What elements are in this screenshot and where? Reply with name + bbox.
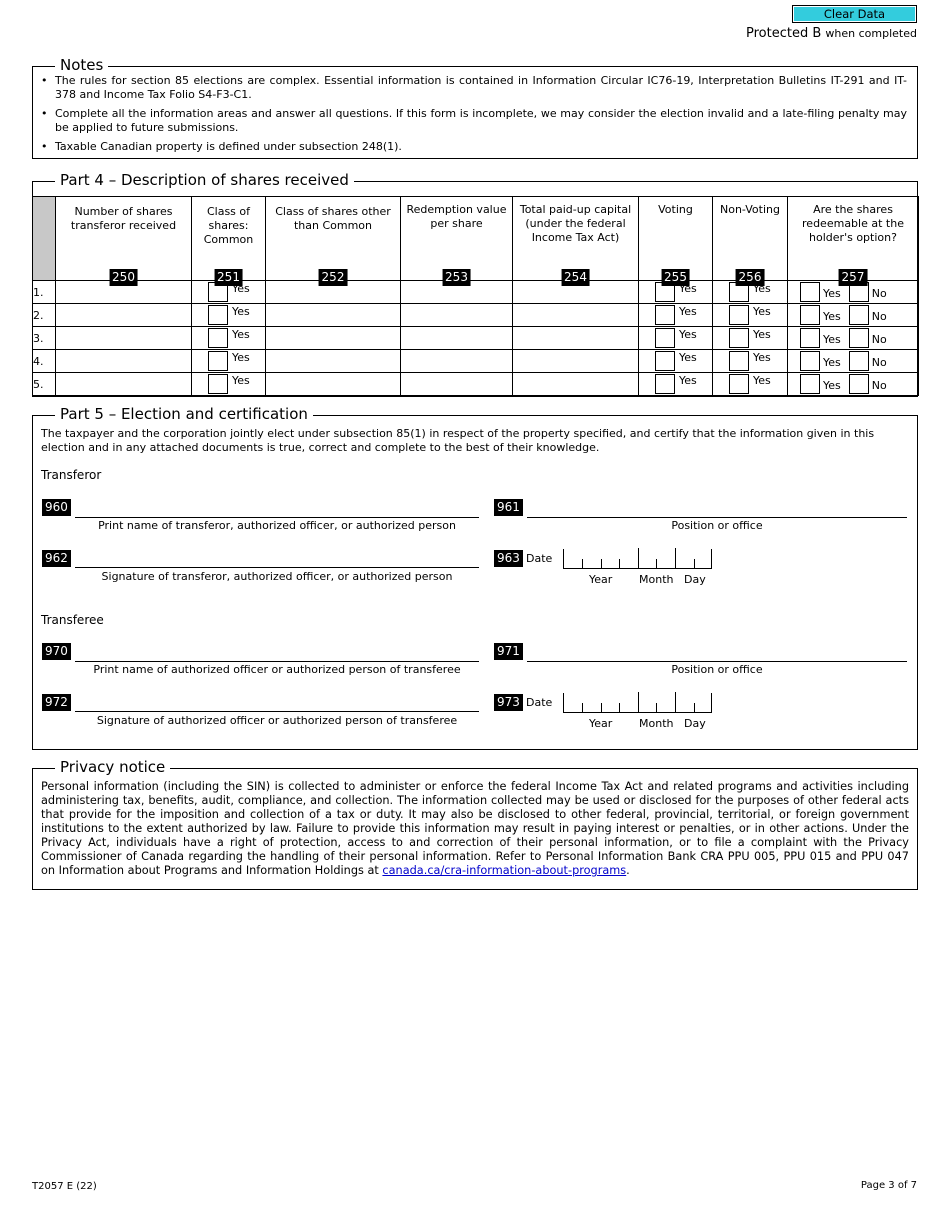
voting-yes-checkbox[interactable] [655, 328, 675, 348]
certification-text: The taxpayer and the corporation jointly elect under subsection 85(1) in respect of the property specified, and certify that the information given in this election and in any attached documents is true, correct and complete to the best of their knowledge. [41, 427, 875, 454]
table-row: 2. Yes Yes Yes Yes No [33, 304, 919, 327]
table-row: 1. Yes Yes Yes Yes No [33, 281, 919, 304]
clear-data-button[interactable]: Clear Data [792, 5, 917, 23]
voting-yes-checkbox[interactable] [655, 351, 675, 371]
other-class-input[interactable] [266, 350, 401, 373]
redeemable-yes-checkbox[interactable] [800, 282, 820, 302]
other-class-input[interactable] [266, 373, 401, 396]
redeemable-yes-checkbox[interactable] [800, 328, 820, 348]
table-row: 3. Yes Yes Yes Yes No [33, 327, 919, 350]
field-code-960: 960 [42, 499, 71, 516]
redeemable-yes-checkbox[interactable] [800, 351, 820, 371]
note-item: • The rules for section 85 elections are complex. Essential information is contained in Information Circular IC76-19, Interpretation Bulletins IT-291 and IT-378 and Income Tax Folio S4-F3-C1. [55, 74, 907, 102]
year-label: Year [589, 717, 613, 730]
common-yes-checkbox[interactable] [208, 305, 228, 325]
row-number-header [33, 197, 56, 281]
privacy-section [32, 758, 918, 890]
year-label: Year [589, 573, 613, 586]
other-class-input[interactable] [266, 281, 401, 304]
non-voting-yes-checkbox[interactable] [729, 351, 749, 371]
non-voting-yes-checkbox[interactable] [729, 374, 749, 394]
month-label: Month [639, 717, 674, 730]
redemption-value-input[interactable] [401, 281, 513, 304]
shares-number-input[interactable] [56, 281, 192, 304]
part5-title: Part 5 – Election and certification [55, 405, 313, 423]
transferee-position-input[interactable] [527, 661, 907, 662]
redemption-value-input[interactable] [401, 350, 513, 373]
redeemable-no-checkbox[interactable] [849, 351, 869, 371]
transferor-name-label: Print name of transferor, authorized officer, or authorized person [98, 519, 456, 532]
privacy-link[interactable]: canada.ca/cra-information-about-programs [382, 864, 627, 877]
redemption-value-input[interactable] [401, 373, 513, 396]
shares-number-input[interactable] [56, 350, 192, 373]
col-header-255: Voting 255 [639, 197, 713, 281]
transferee-signature-label: Signature of authorized officer or authorized person of transferee [96, 714, 458, 727]
privacy-title: Privacy notice [55, 758, 170, 776]
row-number: 1. [33, 281, 56, 304]
common-yes-checkbox[interactable] [208, 351, 228, 371]
part5-section [32, 405, 918, 750]
part4-title: Part 4 – Description of shares received [55, 171, 354, 189]
voting-yes-checkbox[interactable] [655, 374, 675, 394]
notes-section [32, 56, 918, 159]
voting-yes-checkbox[interactable] [655, 305, 675, 325]
transferee-signature-input[interactable] [75, 711, 479, 712]
note-item: • Complete all the information areas and answer all questions. If this form is incomplete, we may consider the election invalid and a late-filing penalty may be applied to future submissions. [55, 107, 907, 135]
col-header-250: Number of shares transferor received 250 [56, 197, 192, 281]
day-label: Day [684, 717, 706, 730]
transferor-position-label: Position or office [671, 519, 763, 532]
paid-up-capital-input[interactable] [513, 281, 639, 304]
paid-up-capital-input[interactable] [513, 373, 639, 396]
row-number: 4. [33, 350, 56, 373]
common-yes-checkbox[interactable] [208, 328, 228, 348]
transferee-heading: Transferee [41, 613, 104, 627]
voting-yes-checkbox[interactable] [655, 282, 675, 302]
transferor-signature-label: Signature of transferor, authorized officer, or authorized person [101, 570, 453, 583]
redeemable-no-checkbox[interactable] [849, 282, 869, 302]
table-row: 4. Yes Yes Yes Yes No [33, 350, 919, 373]
col-header-253: Redemption value per share 253 [401, 197, 513, 281]
paid-up-capital-input[interactable] [513, 350, 639, 373]
redeemable-yes-checkbox[interactable] [800, 374, 820, 394]
row-number: 3. [33, 327, 56, 350]
field-code-972: 972 [42, 694, 71, 711]
redeemable-yes-checkbox[interactable] [800, 305, 820, 325]
page-number: Page 3 of 7 [860, 1180, 917, 1191]
transferee-name-input[interactable] [75, 661, 479, 662]
field-code-971: 971 [494, 643, 523, 660]
transferor-heading: Transferor [41, 468, 102, 482]
transferor-position-input[interactable] [527, 517, 907, 518]
other-class-input[interactable] [266, 304, 401, 327]
paid-up-capital-input[interactable] [513, 304, 639, 327]
transferor-signature-input[interactable] [75, 567, 479, 568]
transferee-name-label: Print name of authorized officer or authorized person of transferee [93, 663, 461, 676]
col-header-251: Class of shares: Common 251 [192, 197, 266, 281]
other-class-input[interactable] [266, 327, 401, 350]
transferor-date-input[interactable] [563, 549, 712, 569]
shares-number-input[interactable] [56, 373, 192, 396]
notes-title: Notes [55, 56, 108, 74]
col-header-256: Non-Voting 256 [713, 197, 788, 281]
field-code-961: 961 [494, 499, 523, 516]
note-item: • Taxable Canadian property is defined under subsection 248(1). [55, 140, 907, 154]
common-yes-checkbox[interactable] [208, 374, 228, 394]
redemption-value-input[interactable] [401, 304, 513, 327]
field-code-963: 963 [494, 550, 523, 567]
date-label: Date [526, 696, 553, 709]
part4-section [32, 171, 918, 397]
field-code-973: 973 [494, 694, 523, 711]
non-voting-yes-checkbox[interactable] [729, 305, 749, 325]
common-yes-checkbox[interactable] [208, 282, 228, 302]
field-code-962: 962 [42, 550, 71, 567]
day-label: Day [684, 573, 706, 586]
month-label: Month [639, 573, 674, 586]
redeemable-no-checkbox[interactable] [849, 328, 869, 348]
protected-b-label: Protected B when completed [746, 26, 917, 41]
col-header-254: Total paid-up capital (under the federal Income Tax Act) 254 [513, 197, 639, 281]
field-code-970: 970 [42, 643, 71, 660]
table-row: 5. Yes Yes Yes Yes No [33, 373, 919, 396]
privacy-text: Personal information (including the SIN) is collected to administer or enforce the federal Income Tax Act and related programs and activities including administering tax, benefits, audit, compliance, and collection. The information collected may be used or disclosed for the purposes of other federal acts that provide for the imposition and collection of a tax or duty. It may also be disclosed to other federal, provincial, territorial, or foreign government institutions to the extent authorized by law. Failure to provide this information may result in paying interest or penalties, or in other actions. Under the Privacy Act, individuals have a right of protection, access to and correction of their personal information, or to file a complaint with the Privacy Commissioner of Canada regarding the handling of their personal information. Refer to Personal Information Bank CRA PPU 005, PPU 015 and PPU 047 on Information about Programs and Information Holdings at canada.ca/cra-information-about-programs. [41, 780, 909, 877]
col-header-252: Class of shares other than Common 252 [266, 197, 401, 281]
redeemable-no-checkbox[interactable] [849, 374, 869, 394]
date-label: Date [526, 552, 553, 565]
row-number: 5. [33, 373, 56, 396]
redemption-value-input[interactable] [401, 327, 513, 350]
col-header-257: Are the shares redeemable at the holder's option? 257 [788, 197, 919, 281]
non-voting-yes-checkbox[interactable] [729, 328, 749, 348]
non-voting-yes-checkbox[interactable] [729, 282, 749, 302]
paid-up-capital-input[interactable] [513, 327, 639, 350]
shares-table [32, 196, 919, 396]
shares-number-input[interactable] [56, 327, 192, 350]
transferor-name-input[interactable] [75, 517, 479, 518]
form-id: T2057 E (22) [32, 1181, 97, 1192]
shares-number-input[interactable] [56, 304, 192, 327]
redeemable-no-checkbox[interactable] [849, 305, 869, 325]
transferee-date-input[interactable] [563, 693, 712, 713]
row-number: 2. [33, 304, 56, 327]
transferee-position-label: Position or office [671, 663, 763, 676]
